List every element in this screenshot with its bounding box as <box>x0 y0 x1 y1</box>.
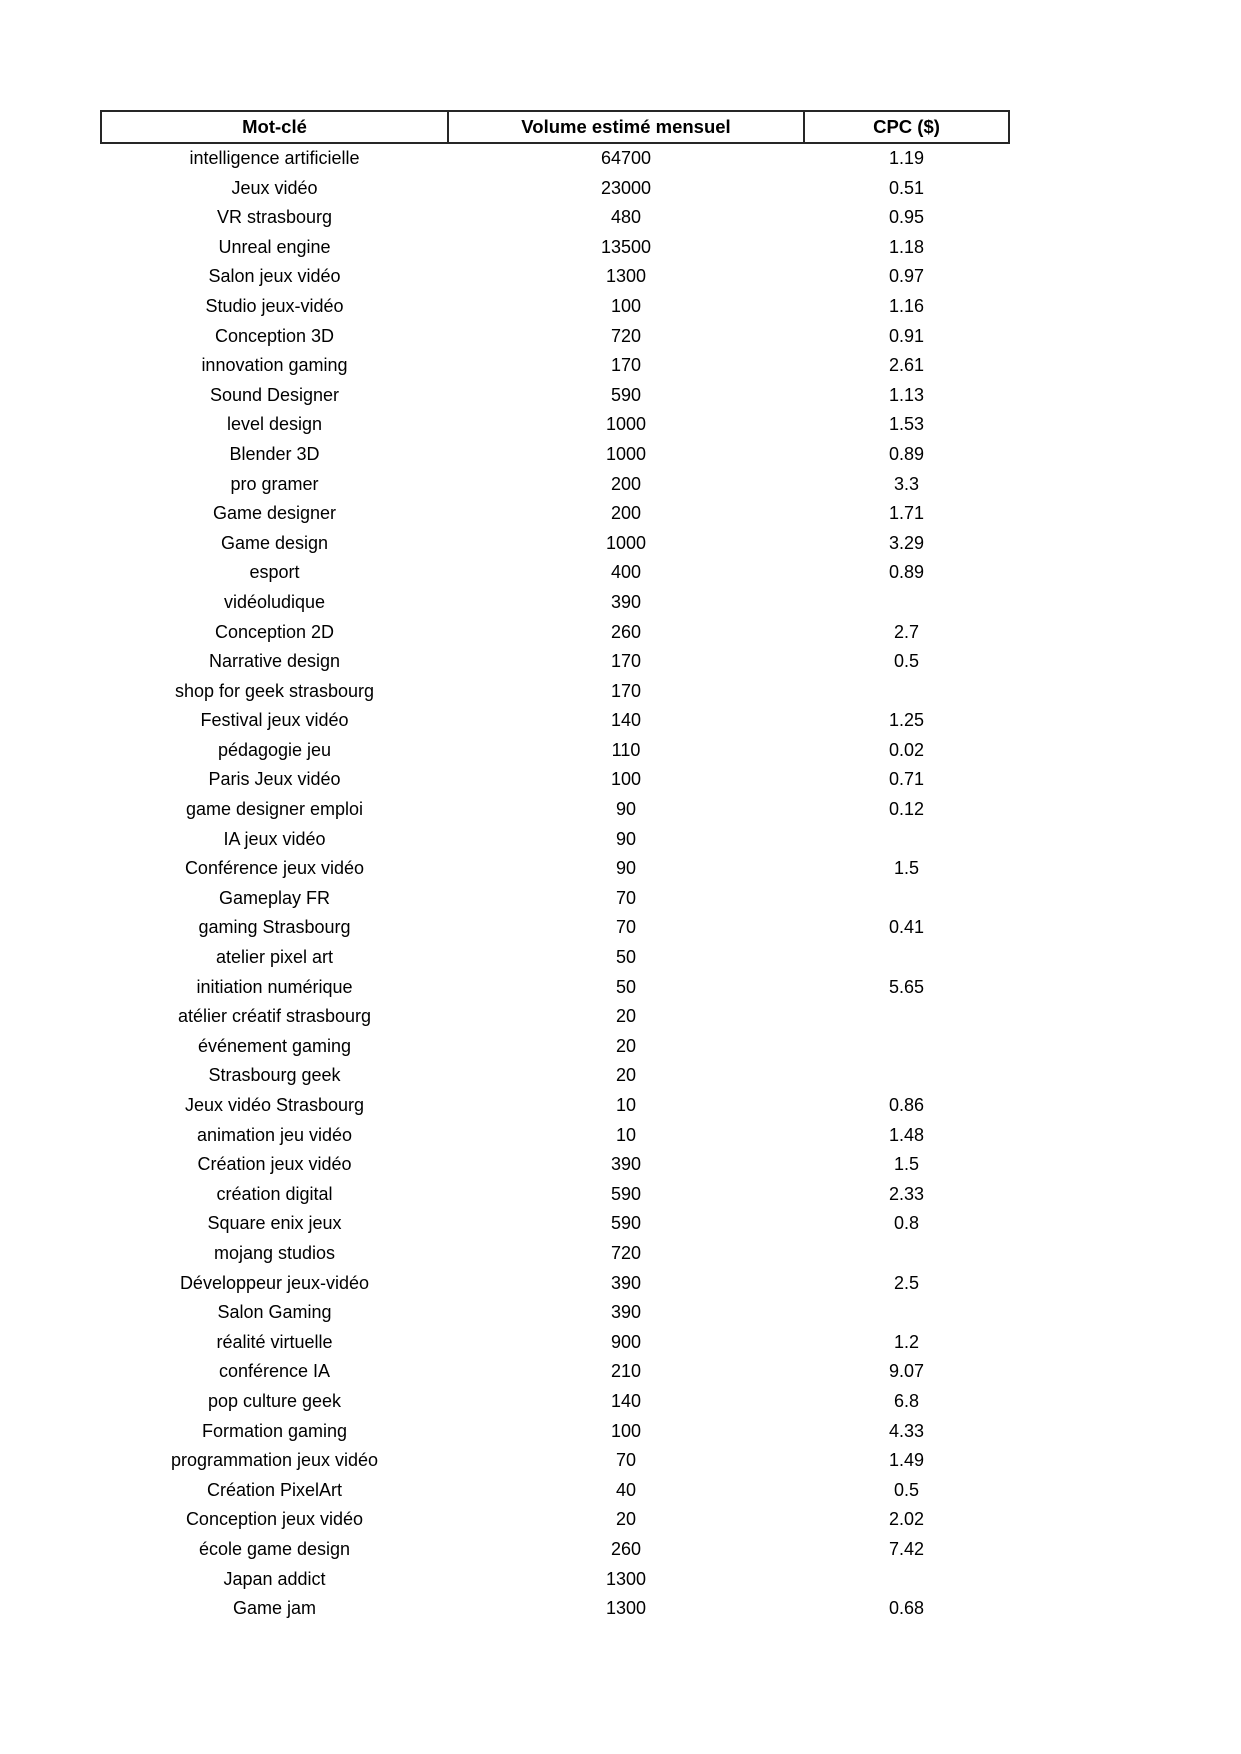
keyword-cell: Création jeux vidéo <box>197 1154 352 1175</box>
volume-cell: 400 <box>610 562 642 583</box>
col-header-volume: Volume estimé mensuel <box>448 111 804 143</box>
volume-cell: 100 <box>610 769 642 790</box>
cpc-cell: 3.3 <box>893 473 920 494</box>
table-row <box>101 854 1009 884</box>
volume-cell: 1300 <box>605 1568 647 1589</box>
cpc-cell: 0.86 <box>888 1095 925 1115</box>
table-row <box>101 233 1009 263</box>
keyword-cell: vidéoludique <box>223 591 326 612</box>
table-row <box>101 943 1009 973</box>
cpc-cell: 1.25 <box>888 710 925 731</box>
table-row <box>101 381 1009 411</box>
cpc-cell <box>804 1002 1009 1032</box>
cpc-cell: 2.02 <box>888 1509 925 1530</box>
table-row <box>101 529 1009 559</box>
cpc-cell: 0.89 <box>888 562 925 583</box>
table-row <box>101 1357 1009 1387</box>
volume-cell: 70 <box>615 1450 637 1471</box>
keyword-cell: Strasbourg geek <box>208 1065 341 1086</box>
table-row <box>101 1269 1009 1299</box>
cpc-cell: 2.5 <box>893 1272 920 1293</box>
col-header-keyword: Mot-clé <box>101 111 448 143</box>
table-row <box>101 1002 1009 1032</box>
volume-cell: 13500 <box>600 236 652 257</box>
keyword-cell: événement gaming <box>197 1035 352 1056</box>
volume-cell: 90 <box>615 858 637 879</box>
keyword-cell: Gameplay FR <box>218 887 331 908</box>
volume-cell: 64700 <box>600 148 652 168</box>
volume-cell: 390 <box>610 1272 642 1293</box>
keyword-cell: Game jam <box>232 1598 317 1619</box>
table-row <box>101 410 1009 440</box>
cpc-cell: 0.71 <box>888 769 925 790</box>
volume-cell: 1300 <box>605 1598 647 1619</box>
cpc-cell: 0.95 <box>888 207 925 228</box>
keyword-cell: Conception jeux vidéo <box>185 1509 364 1530</box>
keyword-cell: Festival jeux vidéo <box>200 710 349 731</box>
volume-cell: 200 <box>610 503 642 524</box>
volume-cell: 260 <box>610 1538 642 1559</box>
table-row <box>101 1535 1009 1565</box>
header-row <box>101 111 1009 143</box>
keyword-cell: Narrative design <box>208 651 341 672</box>
cpc-cell: 1.49 <box>888 1450 925 1471</box>
cpc-cell: 2.7 <box>893 621 920 642</box>
keyword-cell: IA jeux vidéo <box>223 828 326 849</box>
cpc-cell: 1.5 <box>893 858 920 879</box>
cpc-cell <box>804 1298 1009 1328</box>
table-row <box>101 1417 1009 1447</box>
table-row <box>101 825 1009 855</box>
volume-cell: 40 <box>615 1479 637 1500</box>
cpc-cell: 1.71 <box>888 503 925 524</box>
cpc-cell: 5.65 <box>888 976 925 997</box>
table-row <box>101 1298 1009 1328</box>
keyword-cell: Jeux vidéo <box>231 177 318 198</box>
volume-cell: 260 <box>610 621 642 642</box>
table-row <box>101 618 1009 648</box>
volume-cell: 1000 <box>605 414 647 435</box>
keyword-cell: Création PixelArt <box>206 1479 343 1500</box>
keyword-cell: Conception 2D <box>214 621 335 642</box>
table-row <box>101 1387 1009 1417</box>
volume-cell: 20 <box>615 1006 637 1027</box>
volume-cell: 720 <box>610 325 642 346</box>
keyword-cell: Blender 3D <box>229 443 320 464</box>
table-row <box>101 203 1009 233</box>
keyword-table-body <box>101 143 1009 1624</box>
table-row <box>101 913 1009 943</box>
table-row <box>101 1594 1009 1624</box>
cpc-cell <box>804 1061 1009 1091</box>
table-row <box>101 1061 1009 1091</box>
cpc-cell: 1.19 <box>888 148 925 168</box>
volume-cell: 390 <box>610 1302 642 1323</box>
keyword-cell: réalité virtuelle <box>216 1331 333 1352</box>
volume-cell: 1000 <box>605 532 647 553</box>
volume-cell: 23000 <box>600 177 652 198</box>
keyword-cell: esport <box>249 562 300 583</box>
table-row <box>101 1121 1009 1151</box>
keyword-cell: Square enix jeux <box>207 1213 342 1234</box>
cpc-cell <box>804 943 1009 973</box>
table-row <box>101 351 1009 381</box>
volume-cell: 900 <box>610 1331 642 1352</box>
cpc-cell: 0.8 <box>893 1213 920 1234</box>
table-row <box>101 884 1009 914</box>
keyword-cell: intelligence artificielle <box>189 148 360 168</box>
volume-cell: 200 <box>610 473 642 494</box>
table-row <box>101 440 1009 470</box>
cpc-cell: 0.51 <box>888 177 925 198</box>
table-row <box>101 1328 1009 1358</box>
table-row <box>101 1505 1009 1535</box>
cpc-cell <box>804 884 1009 914</box>
keyword-cell: Salon Gaming <box>217 1302 332 1323</box>
volume-cell: 590 <box>610 1213 642 1234</box>
keyword-cell: programmation jeux vidéo <box>170 1450 379 1471</box>
keyword-cell: atélier créatif strasbourg <box>177 1006 372 1027</box>
keyword-cell: Formation gaming <box>201 1420 348 1441</box>
cpc-cell <box>804 1239 1009 1269</box>
cpc-cell <box>804 1565 1009 1595</box>
volume-cell: 170 <box>610 680 642 701</box>
keyword-cell: Conception 3D <box>214 325 335 346</box>
keyword-cell: animation jeu vidéo <box>196 1124 353 1145</box>
cpc-cell: 9.07 <box>888 1361 925 1382</box>
cpc-cell: 6.8 <box>893 1390 920 1411</box>
table-row <box>101 1209 1009 1239</box>
table-row <box>101 736 1009 766</box>
keyword-cell: pop culture geek <box>207 1390 342 1411</box>
keyword-cell: Conférence jeux vidéo <box>184 858 365 879</box>
volume-cell: 390 <box>610 1154 642 1175</box>
cpc-cell: 1.2 <box>893 1331 920 1352</box>
volume-cell: 20 <box>615 1065 637 1086</box>
table-row <box>101 292 1009 322</box>
table-row <box>101 143 1009 174</box>
cpc-cell: 1.53 <box>888 414 925 435</box>
volume-cell: 100 <box>610 1420 642 1441</box>
table-row <box>101 1476 1009 1506</box>
keyword-table <box>100 110 1010 1624</box>
cpc-cell: 0.41 <box>888 917 925 938</box>
cpc-cell: 1.48 <box>888 1124 925 1145</box>
volume-cell: 110 <box>611 739 641 760</box>
cpc-cell: 0.89 <box>888 443 925 464</box>
cpc-cell: 0.02 <box>888 739 925 760</box>
table-row <box>101 1091 1009 1121</box>
keyword-cell: Paris Jeux vidéo <box>208 769 341 790</box>
volume-cell: 170 <box>610 355 642 376</box>
keyword-cell: pro gramer <box>230 473 319 494</box>
keyword-cell: VR strasbourg <box>216 207 333 228</box>
volume-cell: 720 <box>610 1242 642 1263</box>
volume-cell: 480 <box>610 207 642 228</box>
volume-cell: 70 <box>615 917 637 938</box>
keyword-cell: shop for geek strasbourg <box>174 680 375 701</box>
cpc-cell: 1.16 <box>888 295 925 316</box>
volume-cell: 100 <box>610 295 642 316</box>
cpc-cell: 1.5 <box>893 1154 920 1175</box>
volume-cell: 90 <box>615 828 637 849</box>
table-row <box>101 499 1009 529</box>
keyword-cell: Jeux vidéo Strasbourg <box>184 1095 365 1115</box>
keyword-cell: level design <box>226 414 323 435</box>
cpc-cell: 2.61 <box>888 355 925 376</box>
table-row <box>101 677 1009 707</box>
keyword-cell: création digital <box>216 1183 333 1204</box>
volume-cell: 1300 <box>605 266 647 287</box>
keyword-cell: Game designer <box>212 503 337 524</box>
cpc-cell: 0.91 <box>888 325 925 346</box>
volume-cell: 590 <box>610 1183 642 1204</box>
volume-cell: 170 <box>610 651 642 672</box>
volume-cell: 1000 <box>605 443 647 464</box>
table-row <box>101 470 1009 500</box>
table-row <box>101 262 1009 292</box>
keyword-cell: innovation gaming <box>201 355 348 376</box>
table-row <box>101 1180 1009 1210</box>
keyword-cell: gaming Strasbourg <box>198 917 351 938</box>
cpc-cell: 3.29 <box>888 532 925 553</box>
table-row <box>101 765 1009 795</box>
cpc-cell: 2.33 <box>888 1183 925 1204</box>
cpc-cell <box>804 588 1009 618</box>
cpc-cell <box>804 1032 1009 1062</box>
volume-cell: 50 <box>615 947 637 968</box>
cpc-cell: 0.5 <box>893 1479 920 1500</box>
volume-cell: 20 <box>615 1035 637 1056</box>
keyword-cell: mojang studios <box>213 1242 336 1263</box>
keyword-cell: initiation numérique <box>196 976 353 997</box>
keyword-cell: Game design <box>220 532 329 553</box>
table-row <box>101 647 1009 677</box>
volume-cell: 390 <box>610 591 642 612</box>
col-header-cpc: CPC ($) <box>804 111 1009 143</box>
cpc-cell <box>804 677 1009 707</box>
keyword-cell: Japan addict <box>223 1568 326 1589</box>
table-row <box>101 1239 1009 1269</box>
keyword-cell: game designer emploi <box>185 799 364 820</box>
keyword-cell: Salon jeux vidéo <box>208 266 341 287</box>
cpc-cell: 0.12 <box>888 799 925 820</box>
volume-cell: 20 <box>615 1509 637 1530</box>
table-row <box>101 558 1009 588</box>
cpc-cell: 0.5 <box>893 651 920 672</box>
keyword-cell: Développeur jeux-vidéo <box>179 1272 370 1293</box>
table-row <box>101 1565 1009 1595</box>
table-row <box>101 795 1009 825</box>
volume-cell: 590 <box>610 384 642 405</box>
volume-cell: 140 <box>610 710 642 731</box>
keyword-cell: conférence IA <box>218 1361 331 1382</box>
volume-cell: 140 <box>610 1390 642 1411</box>
volume-cell: 210 <box>610 1361 642 1382</box>
cpc-cell: 4.33 <box>888 1420 925 1441</box>
keyword-cell: Studio jeux-vidéo <box>205 295 344 316</box>
cpc-cell: 7.42 <box>888 1538 925 1559</box>
volume-cell: 70 <box>615 887 637 908</box>
cpc-cell: 1.18 <box>888 236 925 257</box>
table-row <box>101 588 1009 618</box>
table-row <box>101 1032 1009 1062</box>
table-row <box>101 174 1009 204</box>
keyword-cell: atelier pixel art <box>215 947 334 968</box>
cpc-cell: 1.13 <box>888 384 925 405</box>
keyword-cell: pédagogie jeu <box>217 739 332 760</box>
volume-cell: 10 <box>615 1095 637 1115</box>
volume-cell: 50 <box>615 976 637 997</box>
keyword-table-header <box>101 111 1009 143</box>
cpc-cell: 0.68 <box>888 1598 925 1619</box>
volume-cell: 10 <box>615 1124 637 1145</box>
keyword-cell: école game design <box>198 1538 351 1559</box>
keyword-cell: Sound Designer <box>209 384 340 405</box>
table-row <box>101 322 1009 352</box>
cpc-cell <box>804 825 1009 855</box>
volume-cell: 90 <box>615 799 637 820</box>
table-row <box>101 973 1009 1003</box>
keyword-cell: Unreal engine <box>218 236 331 257</box>
table-row <box>101 1150 1009 1180</box>
cpc-cell: 0.97 <box>888 266 925 287</box>
table-row <box>101 706 1009 736</box>
table-row <box>101 1446 1009 1476</box>
